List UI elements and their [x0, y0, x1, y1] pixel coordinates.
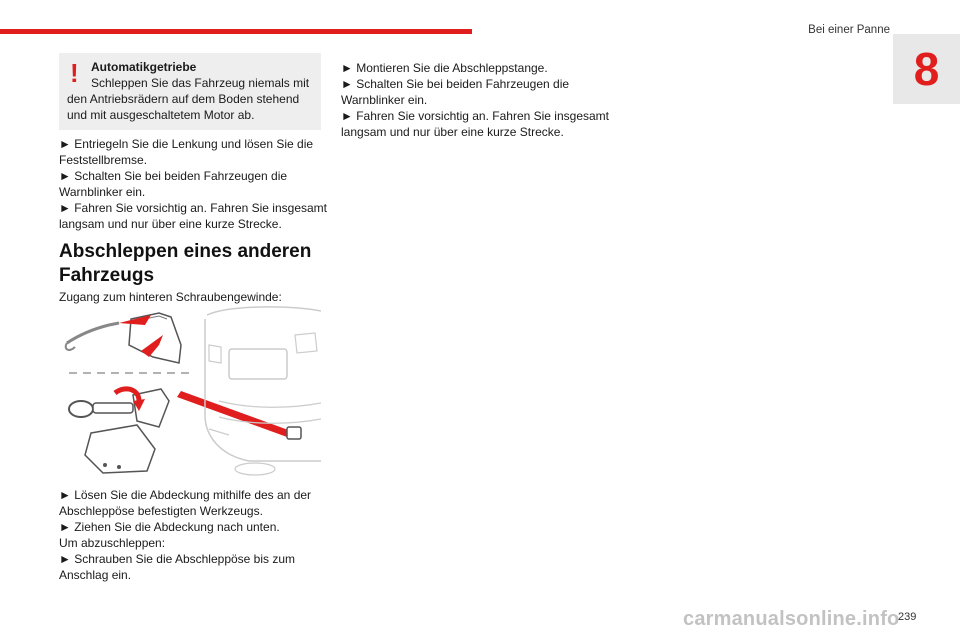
step-loosen-cover: ► Lösen Sie die Abdeckung mithilfe des an der Abschleppöse befestigten Werkzeugs. [59, 488, 312, 518]
step-mount-towbar: ► Montieren Sie die Abschleppstange. [341, 61, 548, 75]
exclamation-icon: ! [70, 58, 79, 88]
warning-box [59, 53, 321, 130]
step-hazard-lights-2: ► Schalten Sie bei beiden Fahrzeugen die Warnblinker ein. [341, 77, 570, 107]
heading-line2: Fahrzeugs [59, 265, 155, 286]
watermark: carmanualsonline.info [683, 608, 900, 630]
page-number: 239 [898, 611, 917, 623]
step-pull-cover: ► Ziehen Sie die Abdeckung nach unten. [59, 520, 280, 534]
warning-text-line1: Schleppen Sie das Fahrzeug niemals mit [91, 76, 310, 90]
warning-text-rest: den Antriebsrädern auf dem Boden stehend und mit ausgeschaltetem Motor ab. [67, 92, 300, 122]
intro-text: Zugang zum hinteren Schraubengewinde: [59, 290, 282, 304]
section-title: Bei einer Panne [808, 24, 890, 36]
section-heading [59, 240, 329, 288]
step-drive-carefully: ► Fahren Sie vorsichtig an. Fahren Sie insgesamt langsam und nur über eine kurze Strecke. [59, 201, 328, 231]
step-unlock-steering: ► Entriegeln Sie die Lenkung und lösen Sie die Feststellbremse. [59, 137, 314, 167]
warning-title: Automatikgetriebe [91, 60, 197, 74]
step-drive-carefully-2: ► Fahren Sie vorsichtig an. Fahren Sie insgesamt langsam und nur über eine kurze Strecke. [341, 109, 610, 139]
tow-label: Um abzuschleppen: [59, 536, 166, 550]
tow-eye-illustration [59, 305, 321, 477]
heading-line1: Abschleppen eines anderen [59, 241, 312, 262]
chapter-number-tab: 8 [893, 34, 960, 104]
step-screw-tow-eye: ► Schrauben Sie die Abschleppöse bis zum Anschlag ein. [59, 552, 296, 582]
step-hazard-lights: ► Schalten Sie bei beiden Fahrzeugen die Warnblinker ein. [59, 169, 288, 199]
header-red-bar [0, 29, 472, 34]
